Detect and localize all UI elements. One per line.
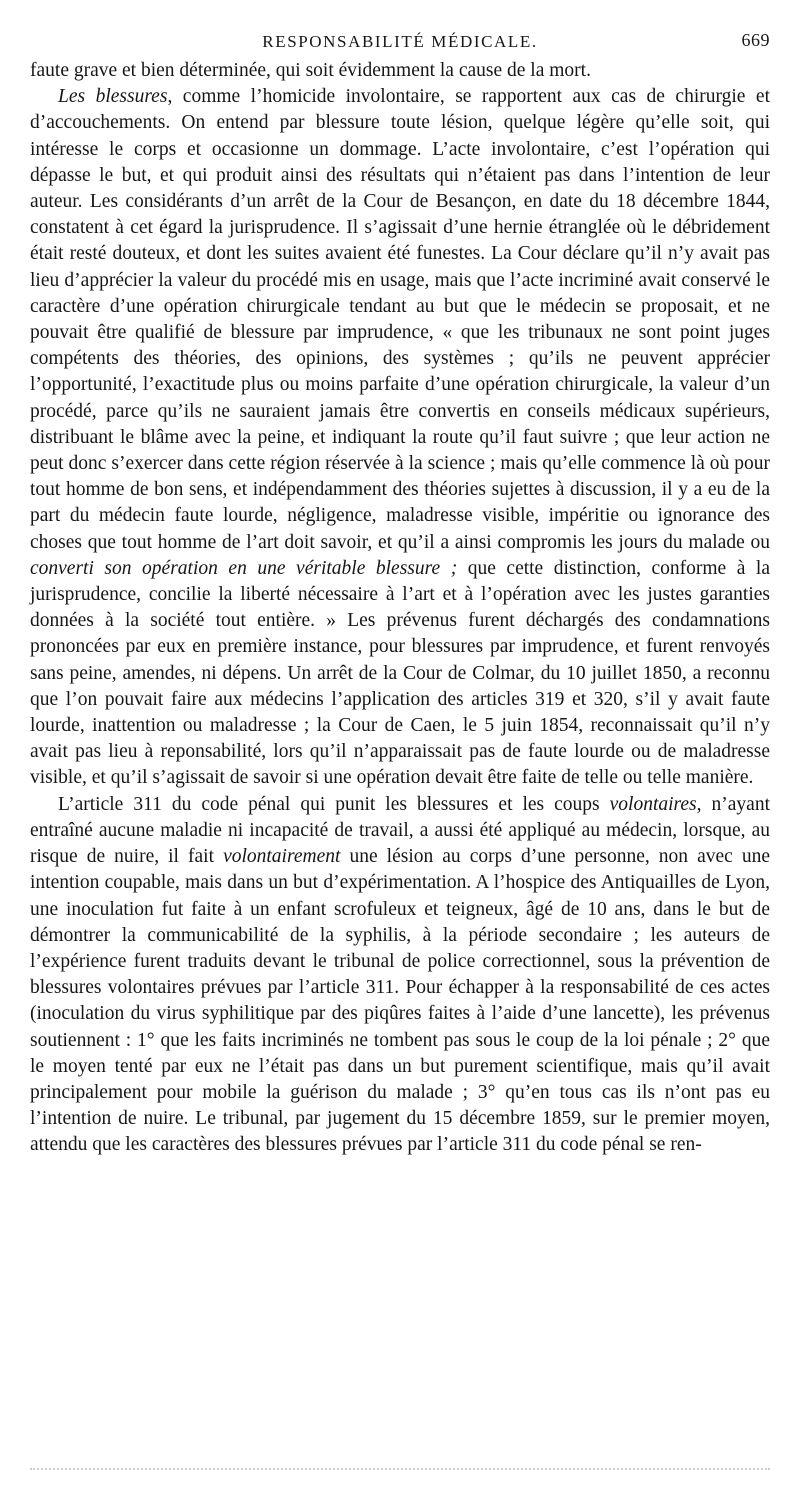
text-run: L’article 311 du code pénal qui punit les blessures et les coups (58, 793, 610, 815)
running-title: RESPONSABILITÉ MÉDICALE. (262, 32, 538, 51)
italic-text-run: volontaires (609, 793, 697, 815)
text-run: faute grave et bien déterminée, qui soit évidemment la cause de la mort. (30, 60, 591, 81)
body-text (30, 58, 770, 1159)
paragraph-3 (30, 792, 770, 1159)
text-run: , n’ayant entraîné aucune maladie ni incapacité de travail, a aussi été appliqué au médecin, lorsque, au risque de nuire, il fait (30, 793, 770, 868)
paragraph-2 (30, 84, 770, 791)
text-run: une lésion au corps d’une personne, non avec une intention coupable, mais dans un but d’expérimentation. A l’hospice des Antiquailles de Lyon, une inoculation fut faite à un enfant scrofuleux et teigneux, âgé de 10 ans, dans le but de démontrer la communicabilité de la syphilis, à la période secondaire ; les auteurs de l’expérience furent traduits devant le tribunal de police correctionnel, sous la prévention de blessures volontaires prévues par l’article 311. Pour échapper à la responsabilité de ces actes (inoculation du virus syphilitique par des piqûres faites à l’aide d’une lancette), les prévenus soutiennent : 1° que les faits incriminés ne tombent pas sous le coup de la loi pénale ; 2° que le moyen tenté par eux ne l’était pas dans un but purement scientifique, mais qu’il avait principalement pour mobile la guérison du malade ; 3° qu’en tous cas ils n’ont pas eu l’intention de nuire. Le tribunal, par jugement du 15 décembre 1859, sur le premier moyen, attendu que les caractères des blessures prévues par l’article 311 du code pénal se ren- (30, 846, 770, 1156)
italic-text-run: Les blessures (58, 86, 168, 108)
footer-dotted-rule (30, 1468, 770, 1470)
page-number: 669 (741, 30, 770, 50)
text-run: que cette distinction, conforme à la jurisprudence, concilie la liberté nécessaire à l’art et à l’opération avec les justes garanties données à la société tout entière. » Les prévenus furent déchargés des condamnations prononcées par eux en première instance, pour blessures par imprudence, et furent renvoyés sans peine, amendes, ni dépens. Un arrêt de la Cour de Colmar, du 10 juillet 1850, a reconnu que l’on pouvait faire aux médecins l’application des articles 319 et 320, s’il y avait faute lourde, inattention ou maladresse ; la Cour de Caen, le 5 juin 1854, reconnaissait qu’il n’y avait pas lieu à reponsabilité, lors qu’il n’apparaissait pas de faute lourde ou de maladresse visible, et qu’il s’agissait de savoir si une opération devait être faite de telle ou telle manière. (30, 557, 771, 789)
document-page (30, 26, 770, 1159)
text-run: , comme l’homicide involontaire, se rapportent aux cas de chirurgie et d’accouchements. On entend par blessure toute lésion, quelque légère qu’elle soit, qui intéresse le corps et occasionne un dommage. L’acte involontaire, c’est l’opération qui dépasse le but, et qui produit ainsi des résultats qui n’étaient pas dans l’intention de leur auteur. Les considérants d’un arrêt de la Cour de Besançon, en date du 18 décembre 1844, constatent à cet égard la jurisprudence. Il s’agissait d’une hernie étranglée où le débridement était resté douteux, et dont les suites avaient été funestes. La Cour déclare qu’il n’y avait pas lieu d’apprécier la valeur du procédé mis en usage, mais que l’acte incriminé avait conservé le caractère d’une opération chirurgicale tendant au but que le médecin se proposait, et ne pouvait être qualifié de blessure par imprudence, « que les tribunaux ne sont point juges compétents des théories, des opinions, des systèmes ; qu’ils ne peuvent apprécier l’opportunité, l’exactitude plus ou moins parfaite d’une opération chirurgicale, la valeur d’un procédé, parce qu’ils ne sauraient jamais être convertis en conseils médicaux supérieurs, distribuant le blâme avec la peine, et indiquant la route qu’il faut suivre ; que leur action ne peut donc s’exercer dans cette région réservée à la science ; mais qu’elle commence là où pour tout homme de bon sens, et indépendamment des théories sujettes à discussion, il y a eu de la part du médecin faute lourde, négligence, maladresse visible, impéritie ou ignorance des choses que tout homme de l’art doit savoir, et qu’il a ainsi compromis les jours du malade ou (30, 86, 770, 553)
italic-text-run: converti son opération en une véritable blessure ; (30, 557, 458, 579)
running-header (30, 26, 770, 58)
paragraph-1 (30, 58, 770, 84)
italic-text-run: volontairement (223, 846, 341, 868)
